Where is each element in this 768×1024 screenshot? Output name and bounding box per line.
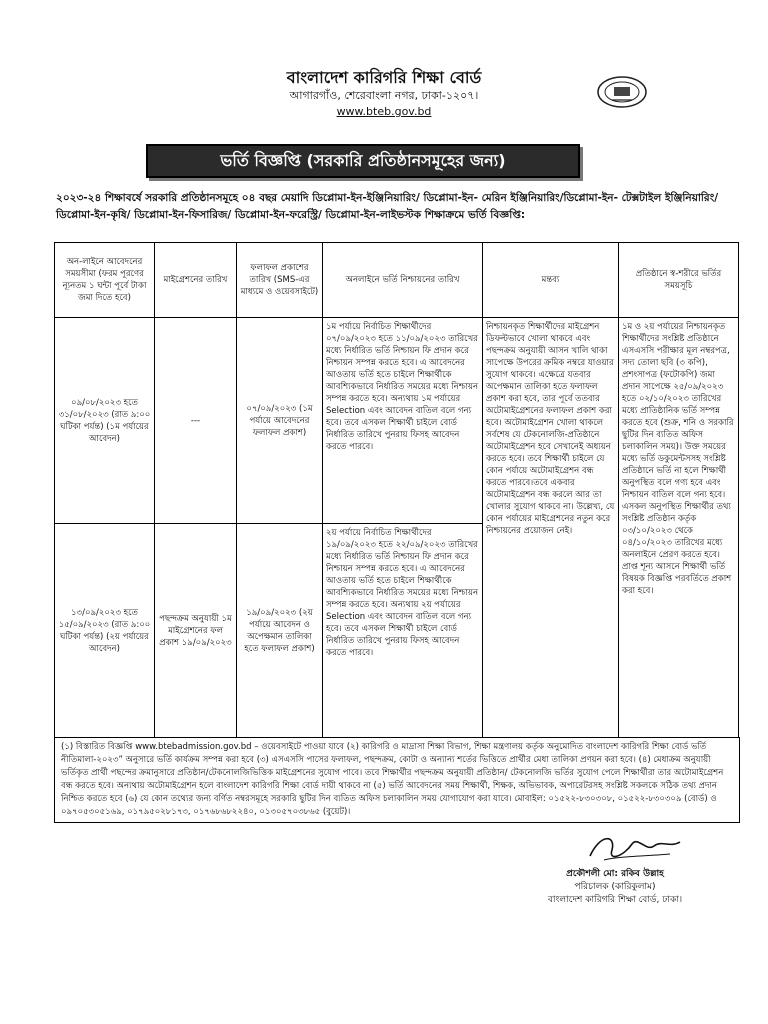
remarks-cell: নিশ্চায়নকৃত শিক্ষার্থীদের মাইগ্রেশন ডিফল্টভাবে খোলা থাকবে এবং পছন্দক্রম অনুযায়ী আসন খালি থাকা সাপেক্ষে উপরের ক্রমিক নম্বরে যাওয়ার সুযোগ থাকবে। এক্ষেত্রে যতবার অপেক্ষমান তালিকা হতে ফলাফল প্রকাশ করা হবে, তার পূর্বে ততবার অটোমাইগ্রেশনের ফলাফল প্রকাশ করা হবে। অটোমাইগ্রেশন খোলা থাকলে সর্বশেষ যে টেকনোলজি-প্রতিষ্ঠানে অটোমাইগ্রেশন হবে সেখানেই অধ্যয়ন করতে হবে। তবে শিক্ষার্থী চাইলে যে কোন পর্যায়ে অটোমাইগ্রেশন বন্ধ করতে পারবে।তবে একবার অটোমাইগ্রেশন বন্ধ করলে আর তা খোলার সুযোগ থাকবে না। উল্লেখ্য, যে কোন পর্যায়ের মাইগ্রেশনের নতুন করে নিশ্চায়নের প্রয়োজন নেই। xyxy=(483,318,619,738)
intro-text: ২০২৩-২৪ শিক্ষাবর্ষে সরকারি প্রতিষ্ঠানসমূহে ০৪ বছর মেয়াদি ডিপ্লোমা-ইন-ইঞ্জিনিয়ারিং/ ডিপ্লোমা-ইন- মেরিন ইঞ্জিনিয়ারিং/ডিপ্লোমা-ইন- টেক্সটাইল ইঞ্জিনিয়ারিং/ ডিপ্লোমা-ইন-কৃষি/ ডিপ্লোমা-ইন-ফিসারিজ/ ডিপ্লোমা-ইন-ফরেস্ট্রি/ ডিপ্লোমা-ইন-লাইভস্টক শিক্ষাক্রমে ভর্তি বিজ্ঞপ্তি: xyxy=(56,192,719,221)
row2-confirmation: ২য় পর্যায়ে নির্বাচিত শিক্ষার্থীদের ১৯/০৯/২০২৩ হতে ২২/০৯/২০২৩ তারিখের মধ্যে নির্ধারিত ভর্তি নিশ্চায়ন ফি প্রদান করে নিশ্চায়ন সম্পন্ন করতে হবে। এ আবেদনের আওতায় ভর্তি হতে চাইলে শিক্ষার্থীকে আবশ্যিকভাবে নির্ধারিত সময়ের মধ্যে নিশ্চায়ন সম্পন্ন করতে হবে। অন্যথায় ২য় পর্যায়ের Selection এবং আবেদন বাতিল বলে গন্য হবে। তবে এসকল শিক্ষার্থী চাইলে বোর্ড নির্ধারিত তারিখে পুনরায় ফিসহ আবেদন করতে পারবে। xyxy=(323,524,483,738)
schedule-cell: ১ম ও ২য় পর্যায়ের নিশ্চায়নকৃত শিক্ষার্থীদের সংশ্লিষ্ট প্রতিষ্ঠানে এসএসসি পরীক্ষার মূল নম্বরপত্র, সদ্য তোলা ছবি (৩ কপি), প্রশংসাপত্র (ফটোকপি) জমা প্রদান সাপেক্ষে ২৫/০৯/২০২৩ হতে ০২/১০/২০২৩ তারিখের মধ্যে প্রাতিষ্ঠানিক ভর্তি সম্পন্ন করতে হবে (শুক্র, শনি ও সরকারি ছুটির দিন ব্যতিত অফিস চলাকালিন সময়)। উক্ত সময়ের মধ্যে ভর্তি ডকুমেন্টসসহ সংশ্লিষ্ট প্রতিষ্ঠানে ভর্তি না হলে শিক্ষার্থী অনুপস্থিত বলে গণ্য হবে এবং নিশ্চায়ন বাতিল বলে গন্য হবে। এসকল অনুপস্থিত শিক্ষার্থীর তথ্য সংশ্লিষ্ট প্রতিষ্ঠান কর্তৃক ০৩/১০/২০২৩ থেকে ০৪/১০/২০২৩ তারিখের মধ্যে অনলাইনে প্রেরণ করতে হবে। প্রাপ্ত শূন্য আসনে শিক্ষার্থী ভর্তি বিষয়ক বিজ্ঞপ্তি পরবর্তিতে প্রকাশ করা হবে। xyxy=(619,318,739,738)
signature-block xyxy=(500,868,730,907)
header-remarks: মন্তব্য xyxy=(483,243,619,318)
signatory-org: বাংলাদেশ কারিগরি শিক্ষা বোর্ড, ঢাকা। xyxy=(547,895,683,905)
signatory-title: পরিচালক (কারিকুলাম) xyxy=(574,882,656,892)
header-application-deadline: অন-লাইনে আবেদনের সময়সীমা (ফরম পূরণের ন্যূনতম ১ ঘন্টা পূর্বে টাকা জমা দিতে হবে) xyxy=(55,243,155,318)
table-row xyxy=(55,318,739,524)
signature-icon xyxy=(520,826,720,870)
row1-result: ০৭/০৯/২০২৩ (১ম পর্যায়ে আবেদনের ফলাফল প্রকাশ) xyxy=(237,318,323,524)
header xyxy=(0,68,768,120)
row1-deadline: ০৯/০৮/২০২৩ হতে ৩১/০৮/২০২৩ (রাত ৯:০০ ঘটিকা পর্যন্ত) (১ম পর্যায়ের আবেদন) xyxy=(55,318,155,524)
admission-schedule-table xyxy=(54,242,739,738)
row2-migration: পছন্দক্রম অনুযায়ী ১ম মাইগ্রেশনের ফল প্রকাশ ১৯/০৯/২০২৩ xyxy=(155,524,237,738)
header-physical-admission: প্রতিষ্ঠানে স্ব-শরীরে ভর্তির সময়সূচি xyxy=(619,243,739,318)
row1-migration: --- xyxy=(155,318,237,524)
header-result-date: ফলাফল প্রকাশের তারিখ (SMS-এর মাধ্যমে ও ওয়েবসাইটে) xyxy=(237,243,323,318)
notice-banner: ভর্তি বিজ্ঞপ্তি (সরকারি প্রতিষ্ঠানসমূহের জন্য) xyxy=(146,144,580,178)
signatory-name: প্রকৌশলী মো: রকিব উল্লাহ xyxy=(566,869,664,879)
header-confirmation-date: অনলাইনে ভর্তি নিশ্চায়নের তারিখ xyxy=(323,243,483,318)
org-name: বাংলাদেশ কারিগরি শিক্ষা বোর্ড xyxy=(286,68,482,87)
website-link[interactable]: www.bteb.gov.bd xyxy=(336,105,432,118)
row2-deadline: ১৩/০৯/২০২৩ হতে ১৫/০৯/২০২৩ (রাত ৯:০০ ঘটিকা পর্যন্ত) (২য় পর্যায়ের আবেদন) xyxy=(55,524,155,738)
header-migration-date: মাইগ্রেশনের তারিখ xyxy=(155,243,237,318)
org-address: আগারগাঁও, শেরেবাংলা নগর, ঢাকা-১২০৭। xyxy=(289,89,479,102)
row2-result: ১৯/০৯/২০২৩ (২য় পর্যায়ে আবেদন ও অপেক্ষমান তালিকা হতে ফলাফল প্রকাশ) xyxy=(237,524,323,738)
row1-confirmation: ১ম পর্যায়ে নির্বাচিত শিক্ষার্থীদের ০৭/০৯/২০২৩ হতে ১১/০৯/২০২৩ তারিখের মধ্যে নির্ধারিত ভর্তি নিশ্চায়ন ফি প্রদান করে নিশ্চায়ন সম্পন্ন করতে হবে। এ আবেদনের আওতায় ভর্তি হতে চাইলে শিক্ষার্থীকে আবশ্যিকভাবে নির্ধারিত সময়ের মধ্যে নিশ্চায়ন সম্পন্ন করতে হবে। অন্যথায় ১ম পর্যায়ের Selection এবং আবেদন বাতিল বলে গন্য হবে। তবে এসকল শিক্ষার্থী চাইলে বোর্ড নির্ধারিত তারিখে পুনরায় ফিসহ আবেদন করতে পারবে। xyxy=(323,318,483,524)
table-header-row xyxy=(55,243,739,318)
footnotes: (১) বিস্তারিত বিজ্ঞপ্তি www.btebadmission.gov.bd – ওয়েবসাইটে পাওয়া যাবে (২) কারিগরি ও মাদ্রাসা শিক্ষা বিভাগ, শিক্ষা মন্ত্রণালয় কর্তৃক অনুমোদিত বাংলাদেশ কারিগরি শিক্ষা বোর্ড ভর্তি নীতিমালা-২০২৩” অনুসারে ভর্তি কার্যক্রম সম্পন্ন করা হবে (৩) এসএসসি পাসের ফলাফল, পছন্দক্রম, কোটা ও অন্যান্য শর্তের ভিত্তিতে প্রার্থীর মেধা তালিকা প্রণয়ন করা হবে। (৪) মেধাক্রম অনুযায়ী ভর্তিকৃত প্রার্থী পছন্দের ক্রমানুসারে প্রতিষ্ঠান/টেকনোলজিভিত্তিক মাইগ্রেশনের সুযোগ পাবে। তবে শিক্ষার্থীর পছন্দক্রম অনুযায়ী প্রতিষ্ঠান/ টেকনোলজি ভর্তির সুযোগ পেলে শিক্ষার্থীরা তার অটোমাইগ্রেশন বন্ধ করতে হবে। অন্যথায় অটোমাইগ্রেশন হলে বাংলাদেশ কারিগরি শিক্ষা বোর্ড দায়ী থাকবে না (৫) ভর্তি আবেদনের সময় শিক্ষার্থী, শিক্ষক, অভিভাবক, অপারেটরসহ সংশ্লিষ্ট সকলকে সঠিক তথ্য প্রদান নিশ্চিত করতে হবে (৬) যে কোন তথ্যের জন্য বর্ণিত নম্বরসমূহে সরকারি ছুটির দিন ব্যতিত অফিস চলাকালিন সময় যোগাযোগ করা যাবে। মোবাইল: ০১৫২২-৮৩০৩০৮, ০১৫২২-৮৩০৩০৯ (বোর্ড) ও ০৯৭০৫৩০৫১৬৯, ০১৭৯৫০২৮১৭৩, ০১৭৬৮৬৮২২৪০, ০১৩০৫৭০৩৮৬৫ (বুয়েট)। xyxy=(54,737,740,823)
